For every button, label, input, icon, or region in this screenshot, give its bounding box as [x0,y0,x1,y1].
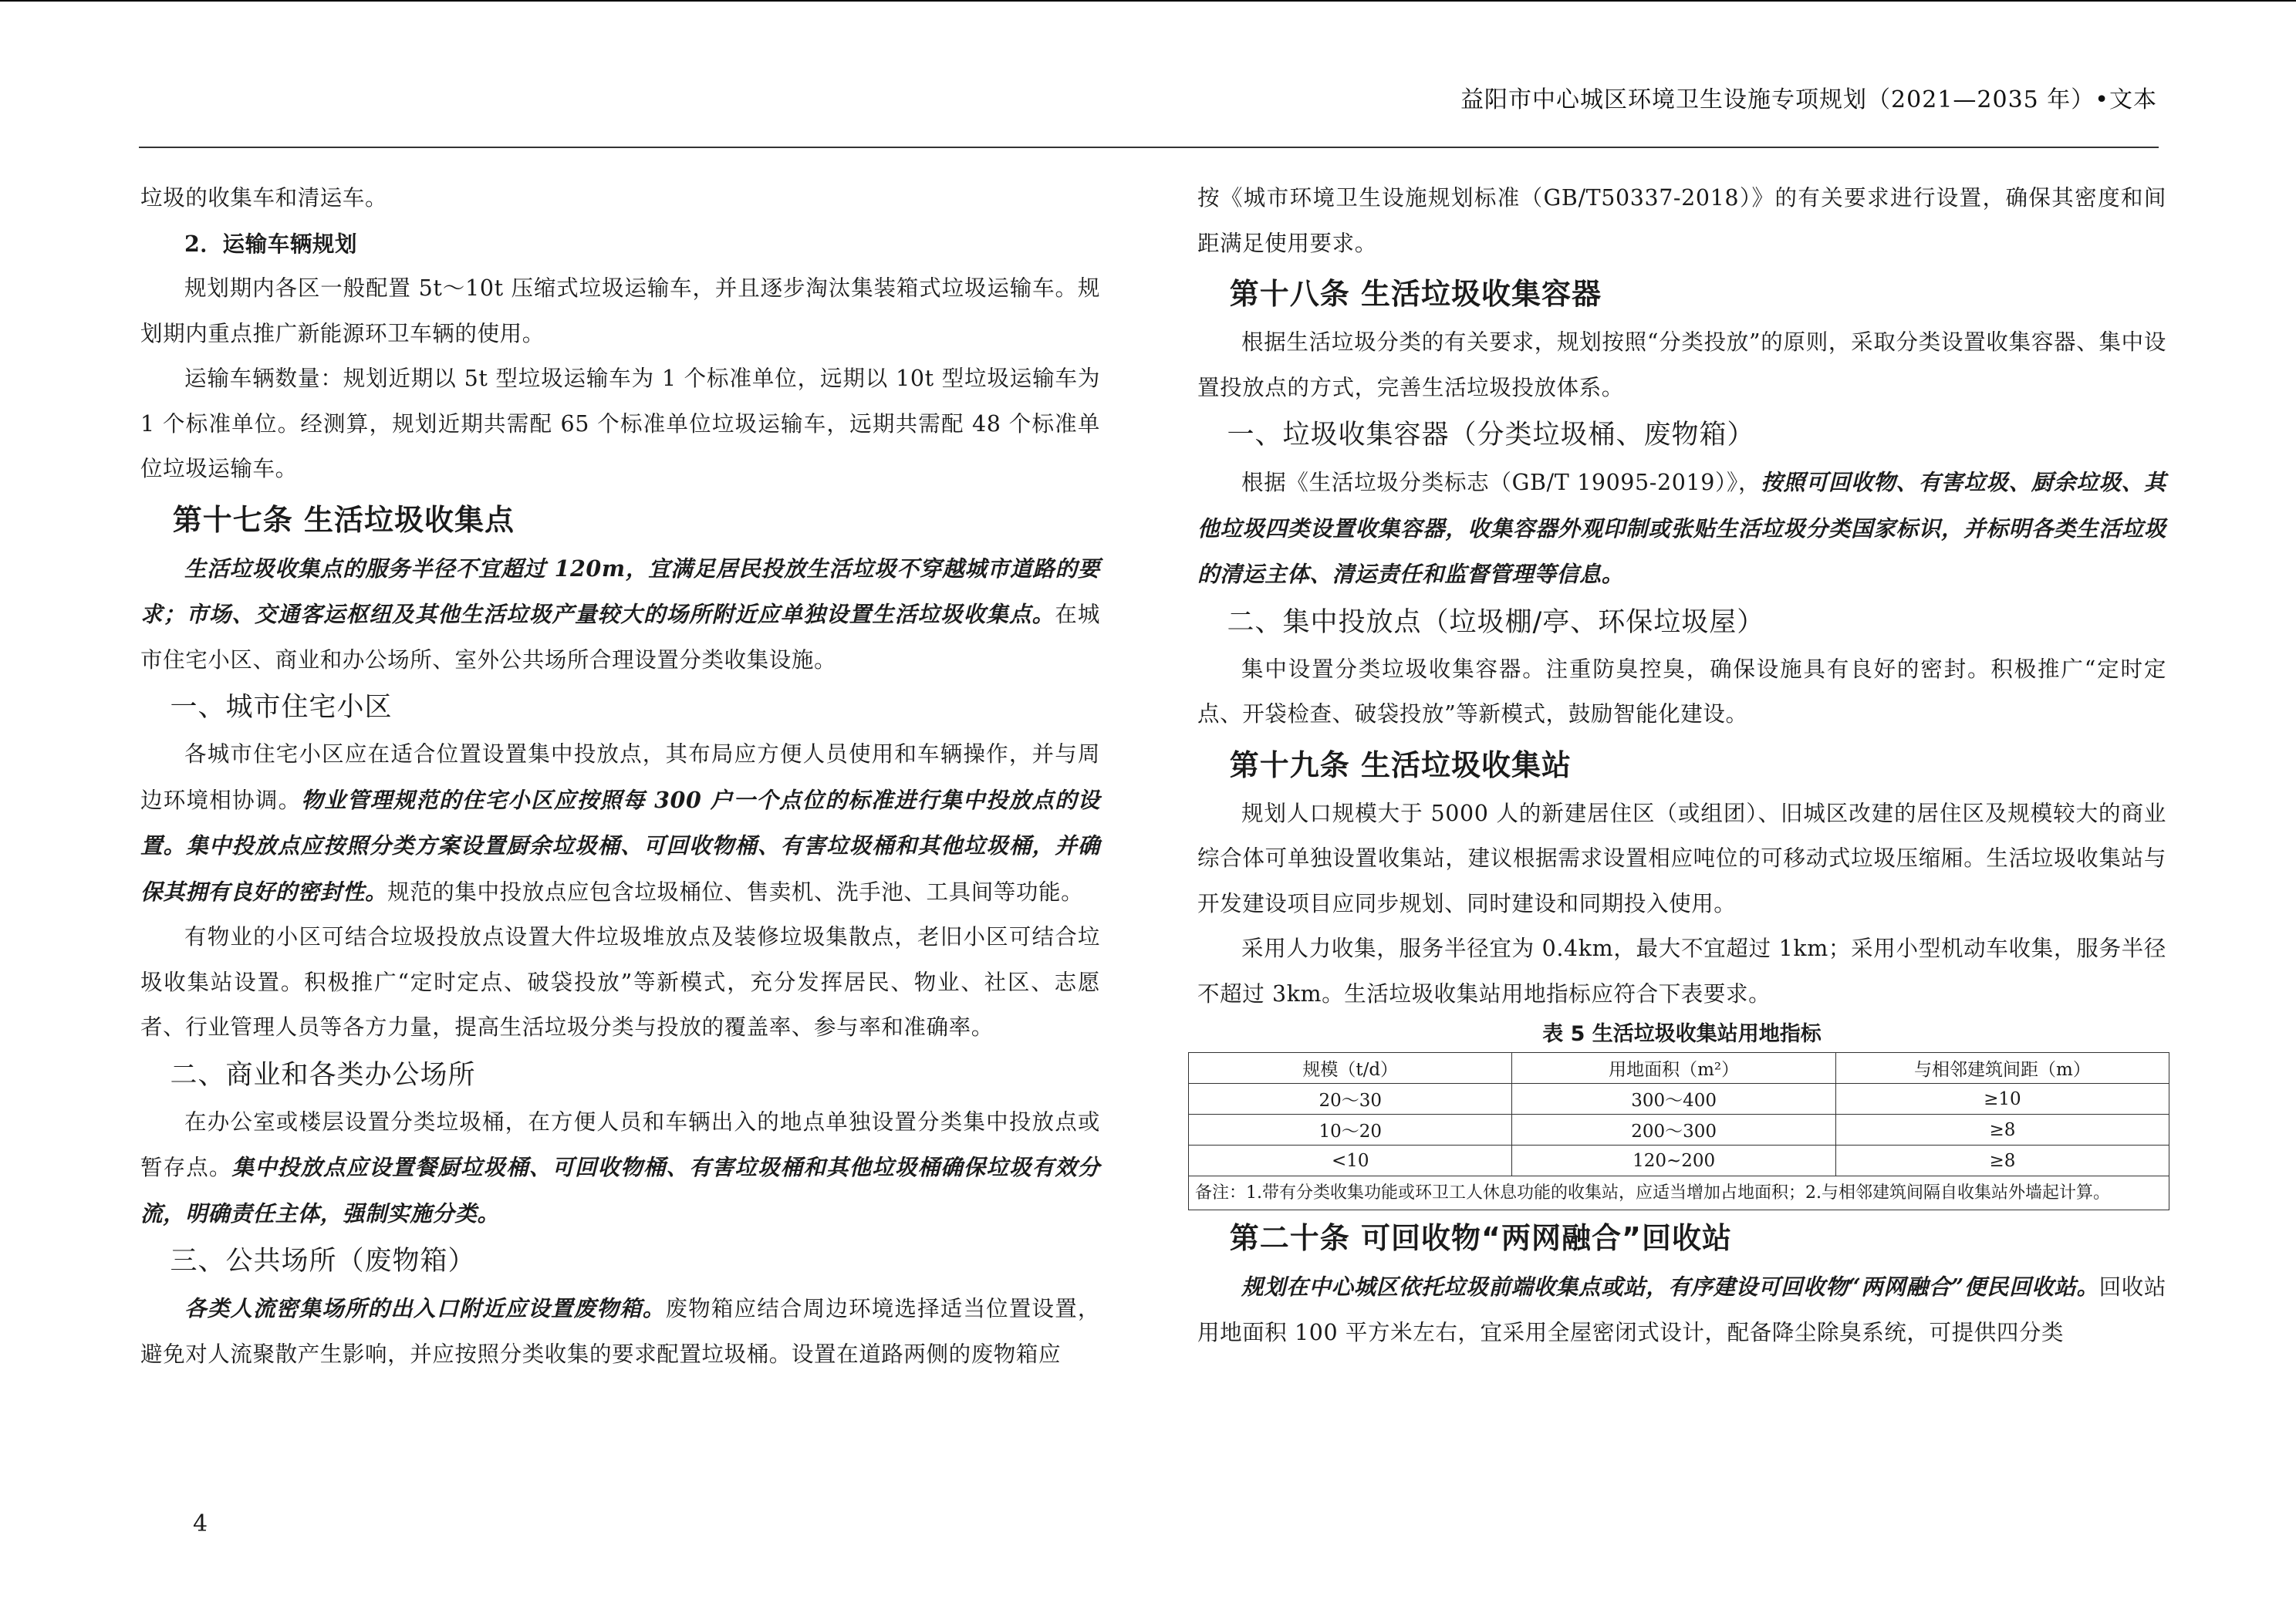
table-row [1189,1146,2169,1176]
table-cell: ≥8 [1835,1146,2169,1176]
article-20-heading: 第二十条 可回收物“两网融合”回收站 [1229,1221,1732,1255]
paragraph-text: 废物箱应结合周边环境选择适当位置设置，避免对人流聚散产生影响，并应按照分类收集的要求配置垃圾桶。设置在道路两侧的废物箱应 [140,1296,1100,1367]
table-header-cell: 规模（t/d） [1189,1053,1512,1084]
table-cell: 10～20 [1189,1115,1512,1146]
paragraph: 运输车辆数量：规划近期以 5t 型垃圾运输车为 1 个标准单位，远期以 10t 型垃圾运输车为 1 个标准单位。经测算，规划近期共需配 65 个标准单位垃圾运输车，远期共需配 48 个标准单位垃圾运输车。 [140,366,1100,481]
top-border [0,0,2296,2]
paragraph [140,1286,1100,1377]
paragraph [1197,460,2166,598]
section-residential-heading: 一、城市住宅小区 [170,692,393,723]
paragraph-text: 规范的集中投放点应包含垃圾桶位、售卖机、洗手池、工具间等功能。 [387,879,1084,905]
paragraph [140,732,1100,915]
right-column [1197,176,2166,1355]
emphasis-text: 物业管理规范的住宅小区应按照每 300 户一个点位的标准进行集中投放点的设置。集中投放点应按照分类方案设置厨余垃圾桶、可回收物桶、有害垃圾桶和其他垃圾桶，并确保其拥有良好的密封性。 [140,786,1100,905]
running-header: 益阳市中心城区环境卫生设施专项规划（2021—2035 年）•文本 [1460,86,2157,113]
section-commercial-heading: 二、商业和各类办公场所 [170,1059,476,1091]
table-row [1189,1115,2169,1146]
paragraph-text: 各城市住宅小区应在适合位置设置集中投放点，其布局应方便人员使用和车辆操作，并与周边环境相协调。 [140,741,1100,813]
table-header-cell: 与相邻建筑间距（m） [1835,1053,2169,1084]
table-header-cell: 用地面积（m²） [1512,1053,1835,1084]
table-note: 备注：1.带有分类收集功能或环卫工人休息功能的收集站，应适当增加占地面积；2.与相邻建筑间隔自收集站外墙起计算。 [1189,1176,2169,1210]
table-header-row [1189,1053,2169,1084]
table-cell: ≥8 [1835,1115,2169,1146]
paragraph-text: 在城市住宅小区、商业和办公场所、室外公共场所合理设置分类收集设施。 [140,602,1100,673]
land-use-table [1188,1052,2169,1210]
emphasis-text: 集中投放点应设置餐厨垃圾桶、可回收物桶、有害垃圾桶和其他垃圾桶确保垃圾有效分流，明确责任主体，强制实施分类。 [140,1154,1100,1227]
table-note-row [1189,1176,2169,1210]
header-rule [139,147,2159,148]
paragraph: 规划人口规模大于 5000 人的新建居住区（或组团）、旧城区改建的居住区及规模较大的商业综合体可单独设置收集站，建议根据需求设置相应吨位的可移动式垃圾压缩厢。生活垃圾收集站与开发建设项目应同步规划、同时建设和同期投入使用。 [1197,800,2166,916]
table-cell: 120~200 [1512,1146,1835,1176]
paragraph [140,1100,1100,1237]
paragraph: 规划期内各区一般配置 5t～10t 压缩式垃圾运输车，并且逐步淘汰集装箱式垃圾运输车。规划期内重点推广新能源环卫车辆的使用。 [140,275,1100,346]
article-17-heading: 第十七条 生活垃圾收集点 [172,502,515,537]
table-cell: 300～400 [1512,1084,1835,1115]
table-cell: <10 [1189,1146,1512,1176]
table-row [1189,1084,2169,1115]
table-cell: ≥10 [1835,1084,2169,1115]
paragraph: 集中设置分类垃圾收集容器。注重防臭控臭，确保设施具有良好的密封。积极推广“定时定点、开袋检查、破袋投放”等新模式，鼓励智能化建设。 [1197,656,2166,727]
left-column [140,176,1100,1377]
paragraph-text: 回收站用地面积 100 平方米左右，宜采用全屋密闭式设计，配备降尘除臭系统，可提供四分类 [1197,1274,2166,1345]
paragraph: 垃圾的收集车和清运车。 [140,185,388,211]
article-19-heading: 第十九条 生活垃圾收集站 [1229,747,1572,782]
paragraph: 根据生活垃圾分类的有关要求，规划按照“分类投放”的原则，采取分类设置收集容器、集中设置投放点的方式，完善生活垃圾投放体系。 [1197,329,2166,400]
paragraph-text: 在办公室或楼层设置分类垃圾桶，在方便人员和车辆出入的地点单独设置分类集中投放点或暂存点。 [140,1108,1100,1180]
section-containers-heading: 一、垃圾收集容器（分类垃圾桶、废物箱） [1227,420,1755,450]
article-18-heading: 第十八条 生活垃圾收集容器 [1229,277,1602,311]
paragraph [140,546,1100,683]
emphasis-text: 生活垃圾收集点的服务半径不宜超过 120m，宜满足居民投放生活垃圾不穿越城市道路的要求；市场、交通客运枢纽及其他生活垃圾产量较大的场所附近应单独设置生活垃圾收集点。 [140,555,1100,627]
section-public-heading: 三、公共场所（废物箱） [170,1246,476,1277]
paragraph: 有物业的小区可结合垃圾投放点设置大件垃圾堆放点及装修垃圾集散点，老旧小区可结合垃圾收集站设置。积极推广“定时定点、破袋投放”等新模式，充分发挥居民、物业、社区、志愿者、行业管理人员等各方力量，提高生活垃圾分类与投放的覆盖率、参与率和准确率。 [140,924,1100,1040]
page-number: 4 [193,1510,208,1537]
emphasis-text: 规划在中心城区依托垃圾前端收集点或站，有序建设可回收物“两网融合”便民回收站。 [1241,1274,2099,1300]
table-cell: 200～300 [1512,1115,1835,1146]
section-dropoff-heading: 二、集中投放点（垃圾棚/亭、环保垃圾屋） [1227,606,1765,638]
emphasis-text: 各类人流密集场所的出入口附近应设置废物箱。 [184,1295,666,1321]
paragraph-text: 根据《生活垃圾分类标志（GB/T 19095-2019）》， [1241,470,1761,495]
subheading-vehicle-planning: 2．运输车辆规划 [184,230,358,257]
paragraph [1197,1264,2166,1355]
table-cell: 20～30 [1189,1084,1512,1115]
emphasis-text: 按照可回收物、有害垃圾、厨余垃圾、其他垃圾四类设置收集容器，收集容器外观印制或张贴生活垃圾分类国家标识，并标明各类生活垃圾的清运主体、清运责任和监督管理等信息。 [1197,469,2166,587]
paragraph: 采用人力收集，服务半径宜为 0.4km，最大不宜超过 1km；采用小型机动车收集，服务半径不超过 3km。生活垃圾收集站用地指标应符合下表要求。 [1197,936,2166,1007]
table-caption: 表 5 生活垃圾收集站用地指标 [1542,1022,1822,1046]
paragraph: 按《城市环境卫生设施规划标准（GB/T50337-2018）》的有关要求进行设置，确保其密度和间距满足使用要求。 [1197,185,2166,256]
